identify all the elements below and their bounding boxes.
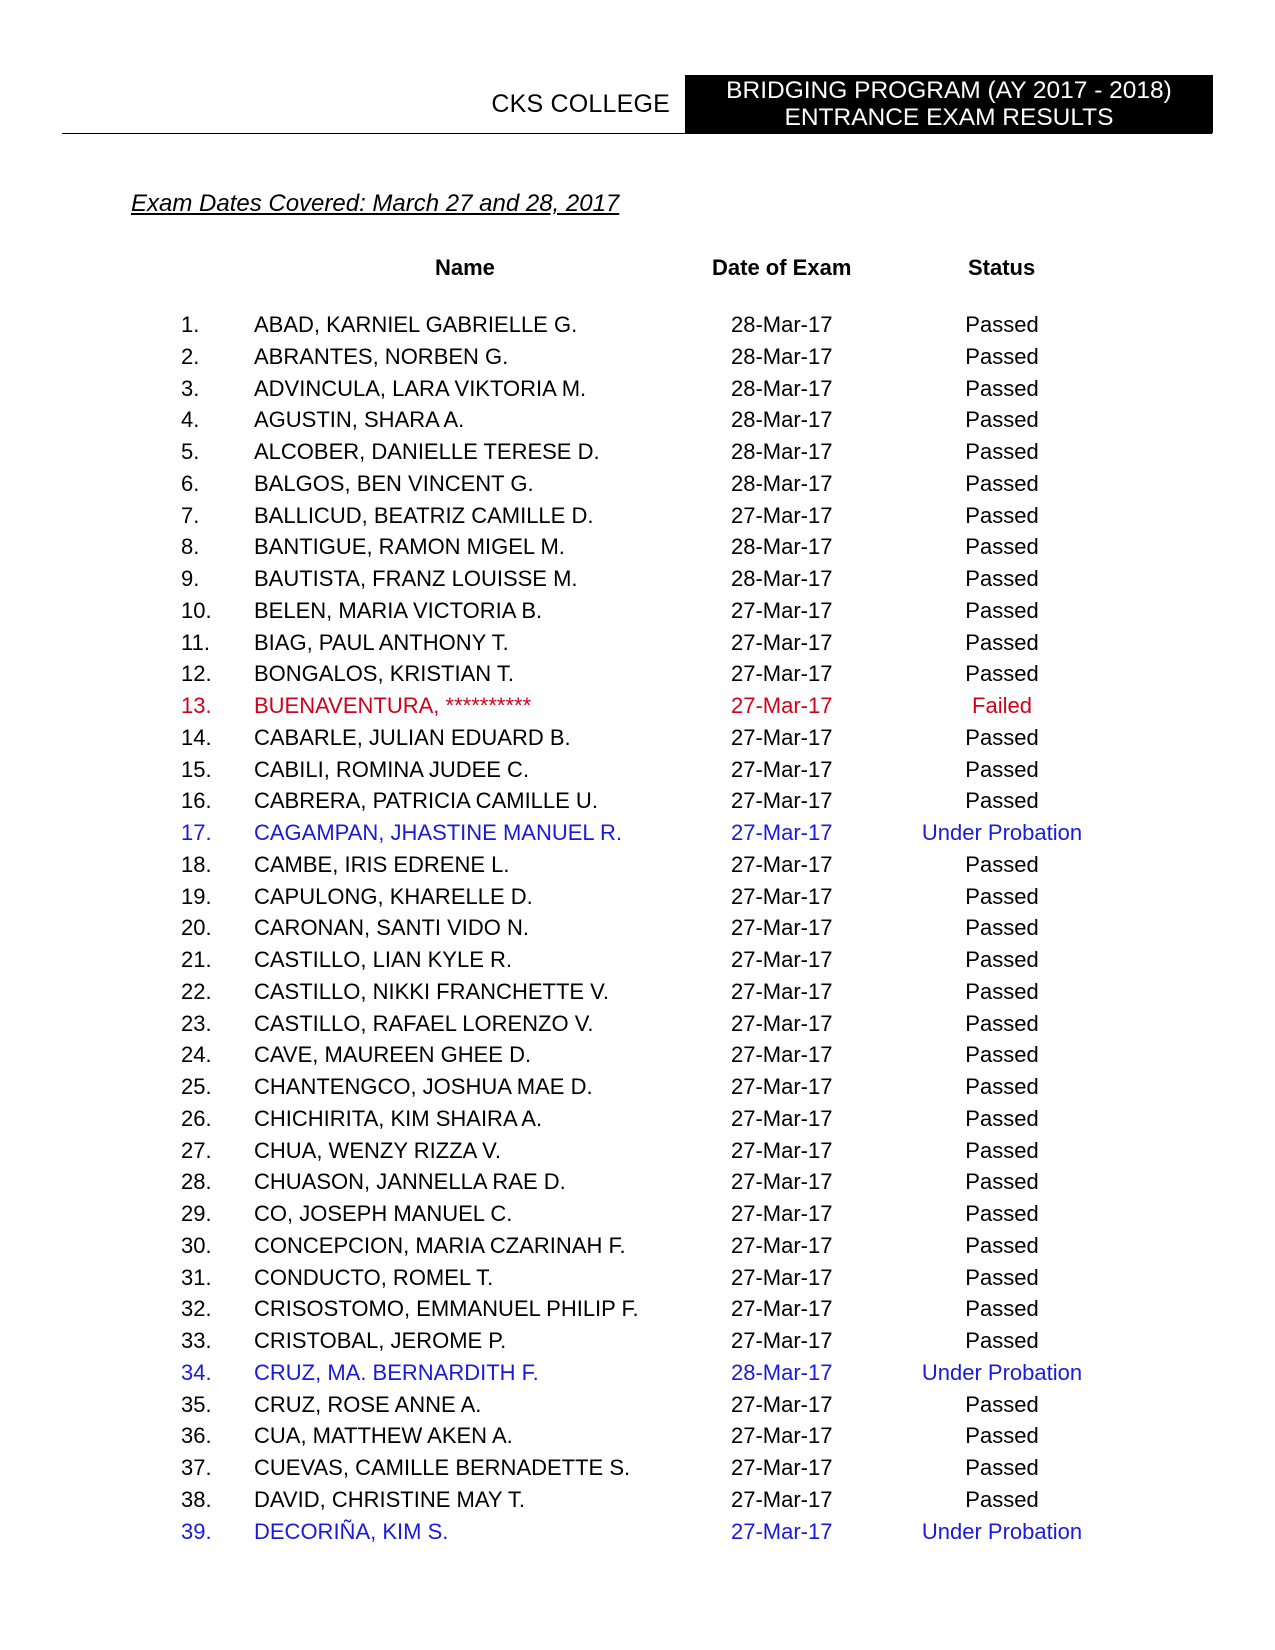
row-exam-date: 27-Mar-17 [731, 1391, 833, 1417]
row-exam-date: 27-Mar-17 [731, 1455, 833, 1480]
row-number: 11. [181, 629, 210, 655]
table-row [0, 662, 1275, 694]
row-exam-date: 28-Mar-17 [731, 375, 833, 401]
row-number: 15. [181, 756, 212, 782]
row-exam-date: 27-Mar-17 [731, 1328, 833, 1353]
row-number: 9. [181, 566, 200, 591]
row-exam-date: 27-Mar-17 [731, 883, 833, 909]
row-number: 38. [181, 1486, 212, 1512]
row-name: BALGOS, BEN VINCENT G. [254, 470, 534, 496]
row-name: CRUZ, MA. BERNARDITH F. [254, 1359, 539, 1385]
table-row [0, 1266, 1275, 1298]
header-divider [62, 133, 1212, 134]
row-status: Passed [965, 1232, 1039, 1258]
row-status: Passed [965, 724, 1039, 750]
row-number: 18. [181, 851, 212, 877]
row-name: CHICHIRITA, KIM SHAIRA A. [254, 1105, 543, 1131]
row-exam-date: 28-Mar-17 [731, 312, 833, 337]
row-name: ALCOBER, DANIELLE TERESE D. [254, 439, 600, 464]
row-number: 39. [181, 1518, 212, 1544]
row-exam-date: 27-Mar-17 [731, 1264, 833, 1290]
row-name: CHANTENGCO, JOSHUA MAE D. [254, 1074, 593, 1099]
row-number: 31. [181, 1264, 212, 1290]
table-row [0, 885, 1275, 917]
title-line-1: BRIDGING PROGRAM (AY 2017 - 2018) [726, 77, 1172, 104]
table-row [0, 1139, 1275, 1171]
row-exam-date: 27-Mar-17 [731, 756, 833, 782]
row-status: Passed [965, 502, 1039, 528]
row-exam-date: 27-Mar-17 [731, 661, 833, 687]
row-status: Under Probation [921, 1359, 1083, 1385]
row-status: Passed [965, 1042, 1039, 1068]
row-number: 16. [181, 788, 212, 814]
row-name: CABRERA, PATRICIA CAMILLE U. [254, 788, 598, 814]
table-row [0, 1520, 1275, 1552]
row-exam-date: 27-Mar-17 [731, 629, 833, 655]
row-name: CASTILLO, LIAN KYLE R. [254, 947, 512, 972]
row-exam-date: 27-Mar-17 [731, 1074, 833, 1099]
row-number: 13. [181, 693, 212, 718]
row-number: 27. [181, 1137, 212, 1163]
row-status: Passed [965, 629, 1039, 655]
row-exam-date: 27-Mar-17 [731, 1042, 833, 1068]
row-exam-date: 28-Mar-17 [731, 407, 833, 433]
row-exam-date: 27-Mar-17 [731, 502, 833, 528]
row-status: Passed [965, 851, 1039, 877]
table-row [0, 948, 1275, 980]
table-row [0, 535, 1275, 567]
row-status: Passed [965, 1169, 1039, 1195]
row-exam-date: 27-Mar-17 [731, 851, 833, 877]
row-number: 29. [181, 1201, 212, 1226]
row-status: Passed [965, 1201, 1039, 1226]
row-exam-date: 27-Mar-17 [731, 597, 833, 623]
row-name: BALLICUD, BEATRIZ CAMILLE D. [254, 502, 594, 528]
row-number: 33. [181, 1328, 212, 1353]
table-row [0, 377, 1275, 409]
row-name: CAGAMPAN, JHASTINE MANUEL R. [254, 820, 622, 845]
row-number: 22. [181, 978, 212, 1004]
row-status: Passed [965, 1074, 1039, 1099]
row-status: Passed [965, 1486, 1039, 1512]
table-row [0, 1361, 1275, 1393]
row-status: Passed [965, 597, 1039, 623]
row-status: Passed [965, 915, 1039, 941]
row-exam-date: 28-Mar-17 [731, 439, 833, 464]
row-name: CASTILLO, NIKKI FRANCHETTE V. [254, 978, 609, 1004]
row-status: Passed [965, 883, 1039, 909]
table-row [0, 1043, 1275, 1075]
row-status: Passed [965, 1391, 1039, 1417]
table-row [0, 1170, 1275, 1202]
row-name: CABARLE, JULIAN EDUARD B. [254, 724, 571, 750]
row-number: 26. [181, 1105, 212, 1131]
table-row [0, 472, 1275, 504]
row-name: CAPULONG, KHARELLE D. [254, 883, 533, 909]
row-status: Passed [965, 788, 1039, 814]
table-row [0, 1202, 1275, 1234]
row-name: AGUSTIN, SHARA A. [254, 407, 465, 433]
table-row [0, 504, 1275, 536]
row-exam-date: 27-Mar-17 [731, 947, 833, 972]
row-number: 6. [181, 470, 200, 496]
row-number: 37. [181, 1455, 212, 1480]
row-status: Passed [965, 470, 1039, 496]
row-name: CRISTOBAL, JEROME P. [254, 1328, 507, 1353]
row-exam-date: 27-Mar-17 [731, 1010, 833, 1036]
row-exam-date: 27-Mar-17 [731, 978, 833, 1004]
row-exam-date: 28-Mar-17 [731, 470, 833, 496]
title-line-2: ENTRANCE EXAM RESULTS [784, 104, 1114, 131]
row-status: Failed [972, 693, 1032, 718]
row-status: Passed [965, 978, 1039, 1004]
row-number: 2. [181, 343, 200, 369]
row-name: CONDUCTO, ROMEL T. [254, 1264, 494, 1290]
column-header-name: Name [435, 255, 495, 280]
row-number: 4. [181, 407, 200, 433]
table-row [0, 440, 1275, 472]
table-row [0, 631, 1275, 663]
row-exam-date: 27-Mar-17 [731, 1137, 833, 1163]
row-name: BUENAVENTURA, ********** [254, 693, 532, 718]
row-exam-date: 27-Mar-17 [731, 1296, 833, 1322]
row-exam-date: 28-Mar-17 [731, 1359, 833, 1385]
row-exam-date: 27-Mar-17 [731, 820, 833, 845]
row-number: 3. [181, 375, 200, 401]
row-number: 19. [181, 883, 212, 909]
row-status: Passed [965, 1105, 1039, 1131]
row-status: Passed [965, 312, 1039, 337]
row-name: CASTILLO, RAFAEL LORENZO V. [254, 1010, 594, 1036]
row-name: BAUTISTA, FRANZ LOUISSE M. [254, 566, 578, 591]
row-name: CAMBE, IRIS EDRENE L. [254, 851, 510, 877]
row-status: Passed [965, 1010, 1039, 1036]
table-row [0, 313, 1275, 345]
row-name: CHUA, WENZY RIZZA V. [254, 1137, 501, 1163]
row-name: ABRANTES, NORBEN G. [254, 343, 509, 369]
row-exam-date: 27-Mar-17 [731, 1232, 833, 1258]
row-exam-date: 28-Mar-17 [731, 534, 833, 560]
table-row [0, 1234, 1275, 1266]
table-row [0, 599, 1275, 631]
row-status: Passed [965, 756, 1039, 782]
table-row [0, 1012, 1275, 1044]
table-row [0, 1075, 1275, 1107]
table-row [0, 789, 1275, 821]
table-row [0, 916, 1275, 948]
row-number: 1. [181, 312, 200, 337]
row-number: 28. [181, 1169, 212, 1195]
row-status: Passed [965, 407, 1039, 433]
column-header-status: Status [968, 255, 1036, 280]
row-status: Passed [965, 534, 1039, 560]
table-row [0, 1424, 1275, 1456]
row-number: 20. [181, 915, 212, 941]
row-name: BIAG, PAUL ANTHONY T. [254, 629, 509, 655]
row-name: CUA, MATTHEW AKEN A. [254, 1423, 513, 1449]
row-status: Passed [965, 566, 1039, 591]
table-row [0, 408, 1275, 440]
table-row [0, 1329, 1275, 1361]
row-number: 32. [181, 1296, 212, 1322]
row-exam-date: 27-Mar-17 [731, 1169, 833, 1195]
row-name: BELEN, MARIA VICTORIA B. [254, 597, 543, 623]
row-status: Passed [965, 375, 1039, 401]
table-row [0, 1488, 1275, 1520]
exam-dates-covered: Exam Dates Covered: March 27 and 28, 2017 [131, 190, 620, 217]
row-number: 14. [181, 724, 212, 750]
row-name: ADVINCULA, LARA VIKTORIA M. [254, 375, 587, 401]
table-row [0, 726, 1275, 758]
row-exam-date: 27-Mar-17 [731, 1486, 833, 1512]
row-number: 23. [181, 1010, 212, 1036]
college-name: CKS COLLEGE [491, 90, 670, 118]
row-status: Passed [965, 1264, 1039, 1290]
row-number: 25. [181, 1074, 212, 1099]
column-header-date: Date of Exam [712, 255, 852, 280]
row-exam-date: 27-Mar-17 [731, 693, 833, 718]
row-number: 35. [181, 1391, 212, 1417]
table-row [0, 1107, 1275, 1139]
row-exam-date: 27-Mar-17 [731, 1105, 833, 1131]
row-name: CONCEPCION, MARIA CZARINAH F. [254, 1232, 626, 1258]
row-name: CO, JOSEPH MANUEL C. [254, 1201, 513, 1226]
row-status: Passed [965, 343, 1039, 369]
table-row [0, 1393, 1275, 1425]
row-number: 10. [181, 597, 212, 623]
row-name: CARONAN, SANTI VIDO N. [254, 915, 530, 941]
row-number: 7. [181, 502, 200, 528]
row-name: CRISOSTOMO, EMMANUEL PHILIP F. [254, 1296, 639, 1322]
row-number: 21. [181, 947, 212, 972]
row-number: 12. [181, 661, 212, 687]
document-title-banner [685, 75, 1213, 133]
row-status: Passed [965, 1423, 1039, 1449]
row-exam-date: 27-Mar-17 [731, 915, 833, 941]
row-name: DAVID, CHRISTINE MAY T. [254, 1486, 525, 1512]
table-row [0, 345, 1275, 377]
row-exam-date: 27-Mar-17 [731, 1201, 833, 1226]
row-status: Passed [965, 1137, 1039, 1163]
row-name: CAVE, MAUREEN GHEE D. [254, 1042, 532, 1068]
row-number: 8. [181, 534, 200, 560]
table-row [0, 980, 1275, 1012]
table-row [0, 758, 1275, 790]
table-row [0, 567, 1275, 599]
row-status: Under Probation [921, 820, 1083, 845]
table-row [0, 853, 1275, 885]
row-exam-date: 27-Mar-17 [731, 788, 833, 814]
row-exam-date: 27-Mar-17 [731, 1518, 833, 1544]
row-name: CUEVAS, CAMILLE BERNADETTE S. [254, 1455, 631, 1480]
row-status: Passed [965, 1455, 1039, 1480]
results-table [0, 313, 1275, 1551]
row-exam-date: 28-Mar-17 [731, 566, 833, 591]
table-row [0, 1456, 1275, 1488]
row-name: BONGALOS, KRISTIAN T. [254, 661, 514, 687]
row-number: 36. [181, 1423, 212, 1449]
row-status: Passed [965, 661, 1039, 687]
row-status: Passed [965, 1328, 1039, 1353]
row-number: 17. [181, 820, 212, 845]
row-exam-date: 27-Mar-17 [731, 724, 833, 750]
row-number: 34. [181, 1359, 212, 1385]
row-status: Under Probation [921, 1518, 1083, 1544]
row-name: CRUZ, ROSE ANNE A. [254, 1391, 482, 1417]
table-row [0, 821, 1275, 853]
row-name: CABILI, ROMINA JUDEE C. [254, 756, 530, 782]
row-name: DECORIÑA, KIM S. [254, 1518, 449, 1544]
row-exam-date: 27-Mar-17 [731, 1423, 833, 1449]
row-status: Passed [965, 1296, 1039, 1322]
table-row [0, 1297, 1275, 1329]
row-number: 5. [181, 439, 200, 464]
row-name: CHUASON, JANNELLA RAE D. [254, 1169, 566, 1195]
row-number: 24. [181, 1042, 212, 1068]
row-number: 30. [181, 1232, 212, 1258]
table-row [0, 694, 1275, 726]
row-name: BANTIGUE, RAMON MIGEL M. [254, 534, 565, 560]
row-status: Passed [965, 439, 1039, 464]
row-status: Passed [965, 947, 1039, 972]
row-exam-date: 28-Mar-17 [731, 343, 833, 369]
row-name: ABAD, KARNIEL GABRIELLE G. [254, 312, 578, 337]
